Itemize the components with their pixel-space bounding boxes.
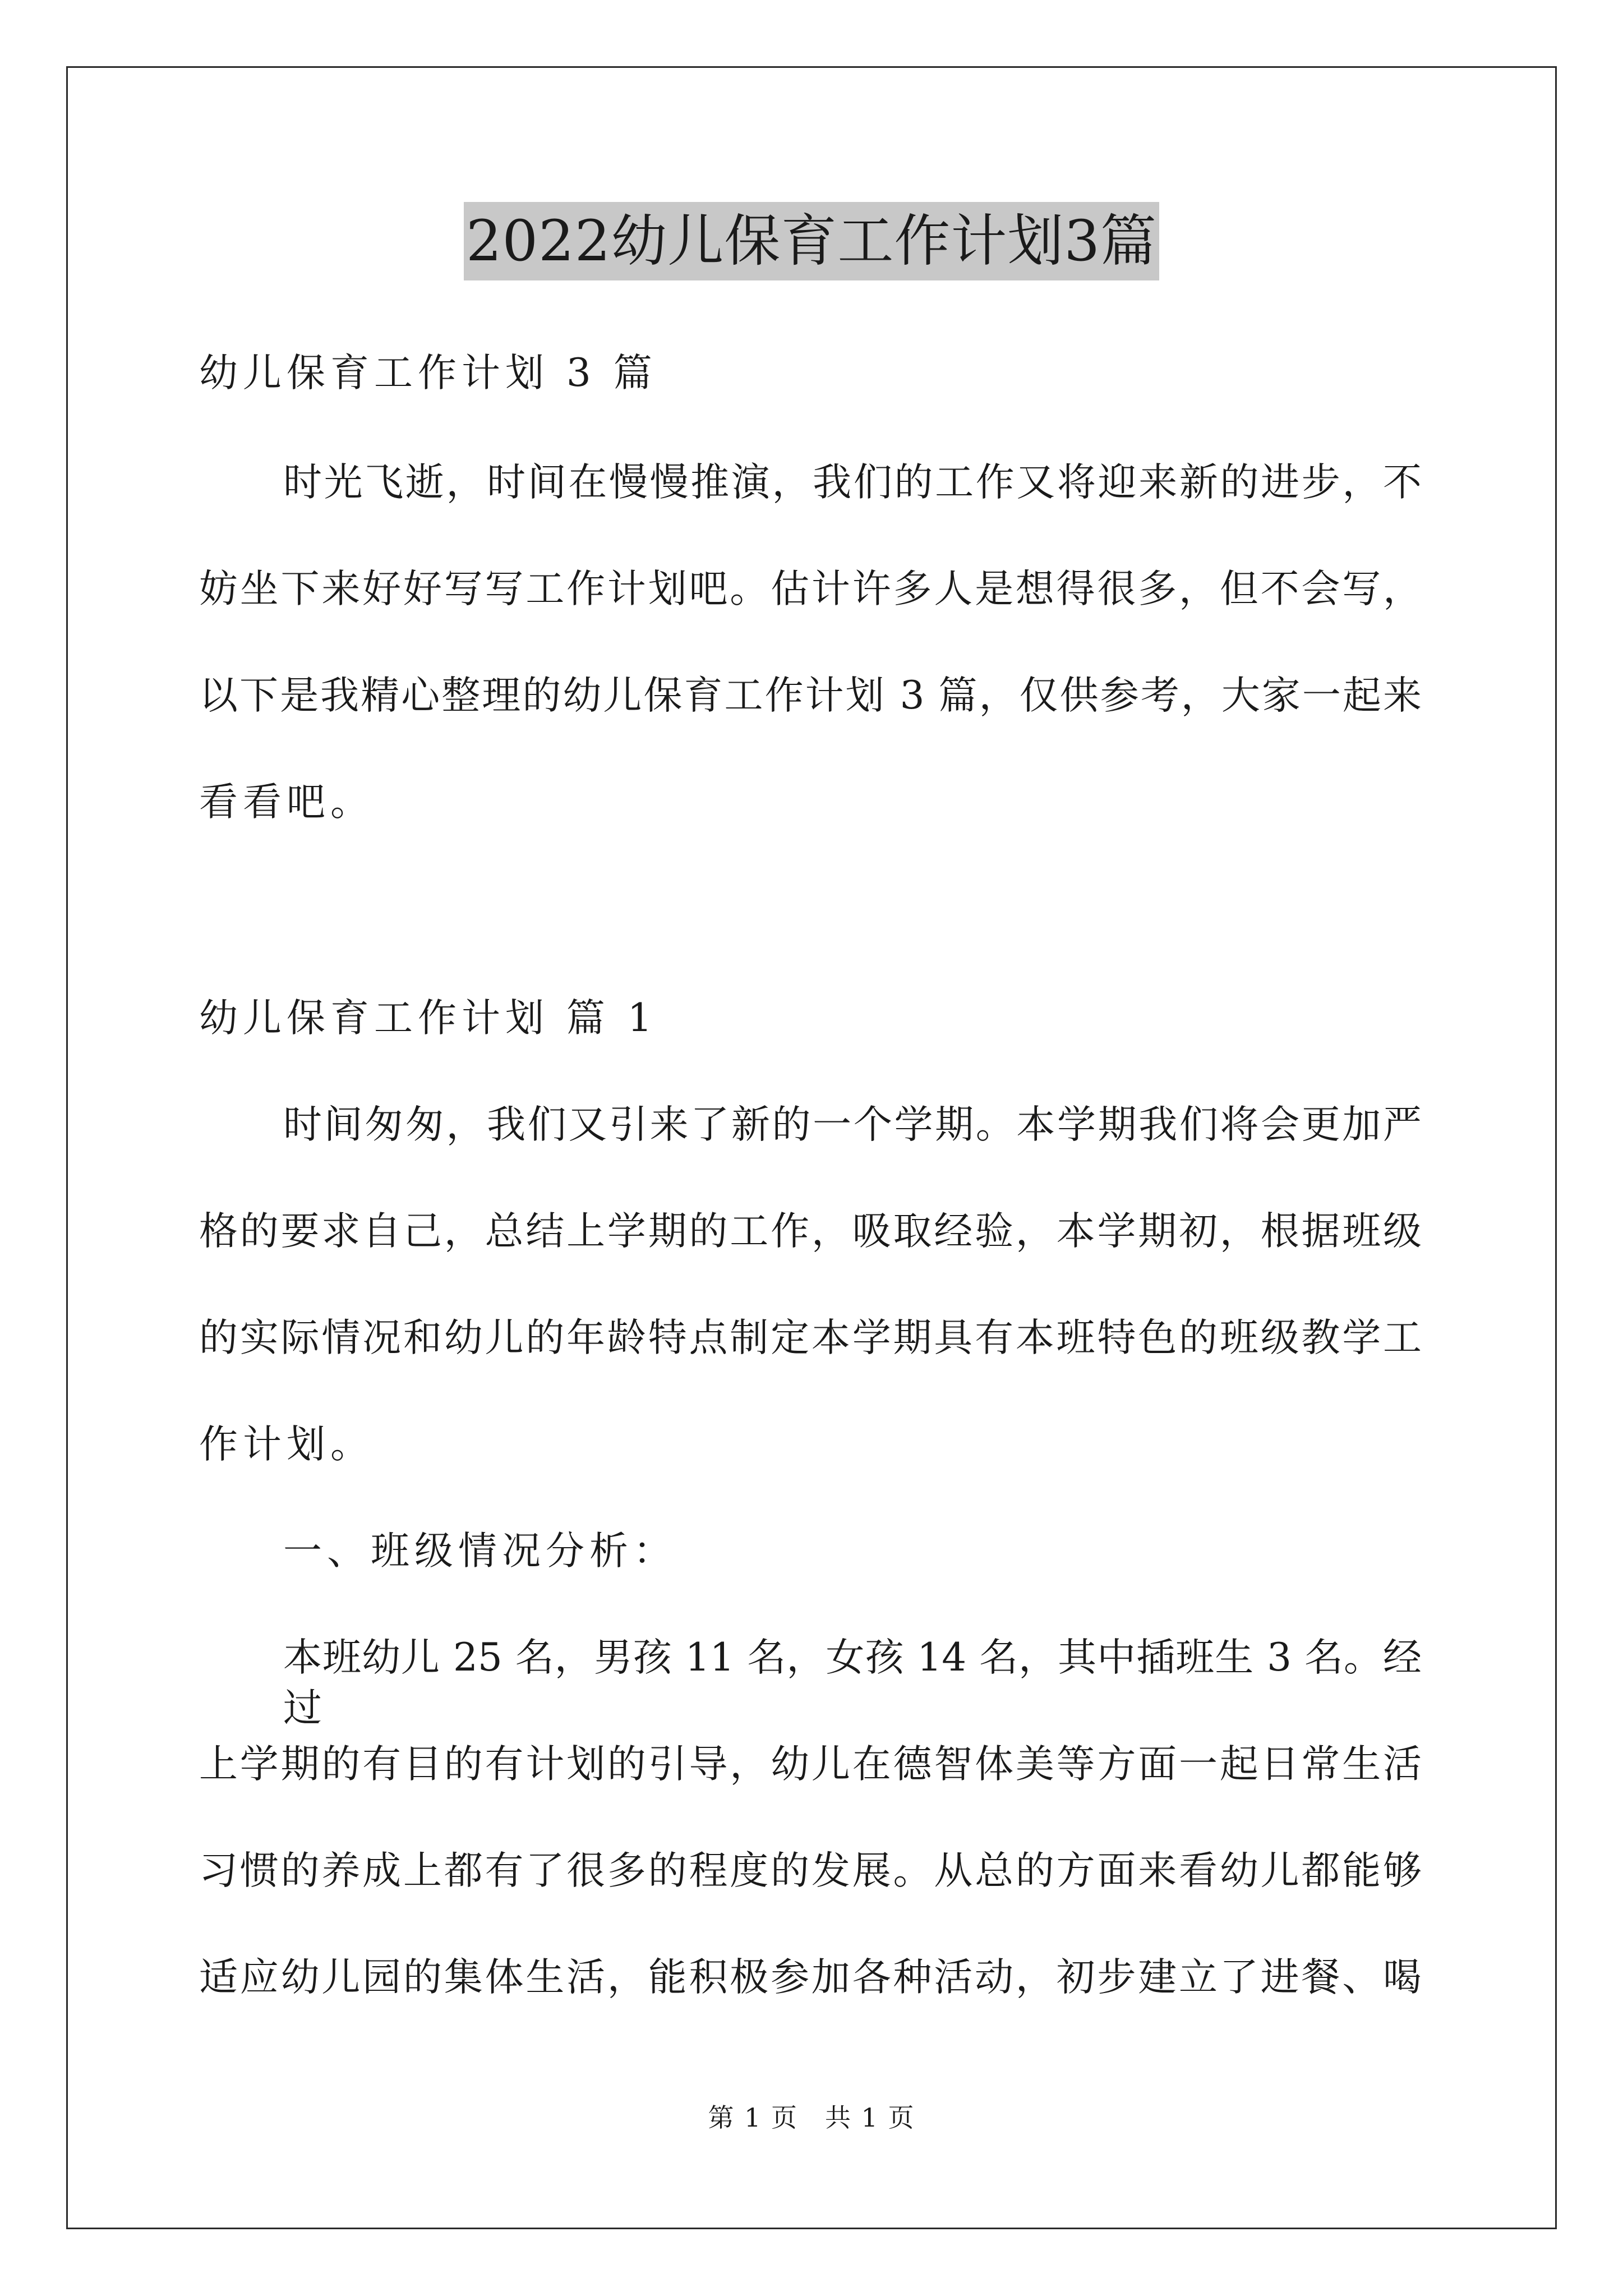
section-heading: 幼儿保育工作计划 篇 1 bbox=[199, 996, 657, 1041]
paragraph-line: 习惯的养成上都有了很多的程度的发展。从总的方面来看幼儿都能够 bbox=[199, 1848, 1422, 1893]
paragraph-line: 适应幼儿园的集体生活，能积极参加各种活动，初步建立了进餐、喝 bbox=[199, 1955, 1422, 2000]
intro-line: 以下是我精心整理的幼儿保育工作计划 3 篇，仅供参考，大家一起来 bbox=[199, 673, 1422, 718]
paragraph-line: 的实际情况和幼儿的年龄特点制定本学期具有本班特色的班级教学工 bbox=[199, 1315, 1422, 1360]
paragraph-line: 格的要求自己，总结上学期的工作，吸取经验，本学期初，根据班级 bbox=[199, 1209, 1422, 1254]
subtitle: 幼儿保育工作计划 3 篇 bbox=[199, 351, 657, 395]
page-number-footer: 第 1 页 共 1 页 bbox=[708, 2102, 915, 2133]
document-title: 2022幼儿保育工作计划3篇 bbox=[464, 202, 1159, 280]
intro-line: 看看吧。 bbox=[199, 780, 374, 825]
paragraph-line: 本班幼儿 25 名，男孩 11 名，女孩 14 名，其中插班生 3 名。经过 bbox=[283, 1635, 1422, 1731]
paragraph-line: 上学期的有目的有计划的引导，幼儿在德智体美等方面一起日常生活 bbox=[199, 1742, 1422, 1787]
intro-line: 时光飞逝，时间在慢慢推演，我们的工作又将迎来新的进步，不 bbox=[283, 460, 1422, 505]
paragraph-line: 时间匆匆，我们又引来了新的一个学期。本学期我们将会更加严 bbox=[283, 1102, 1422, 1147]
subheading: 一、班级情况分析： bbox=[283, 1529, 677, 1573]
paragraph-line: 作计划。 bbox=[199, 1422, 374, 1467]
intro-line: 妨坐下来好好写写工作计划吧。估计许多人是想得很多，但不会写， bbox=[199, 567, 1422, 611]
title-container bbox=[0, 202, 1623, 280]
